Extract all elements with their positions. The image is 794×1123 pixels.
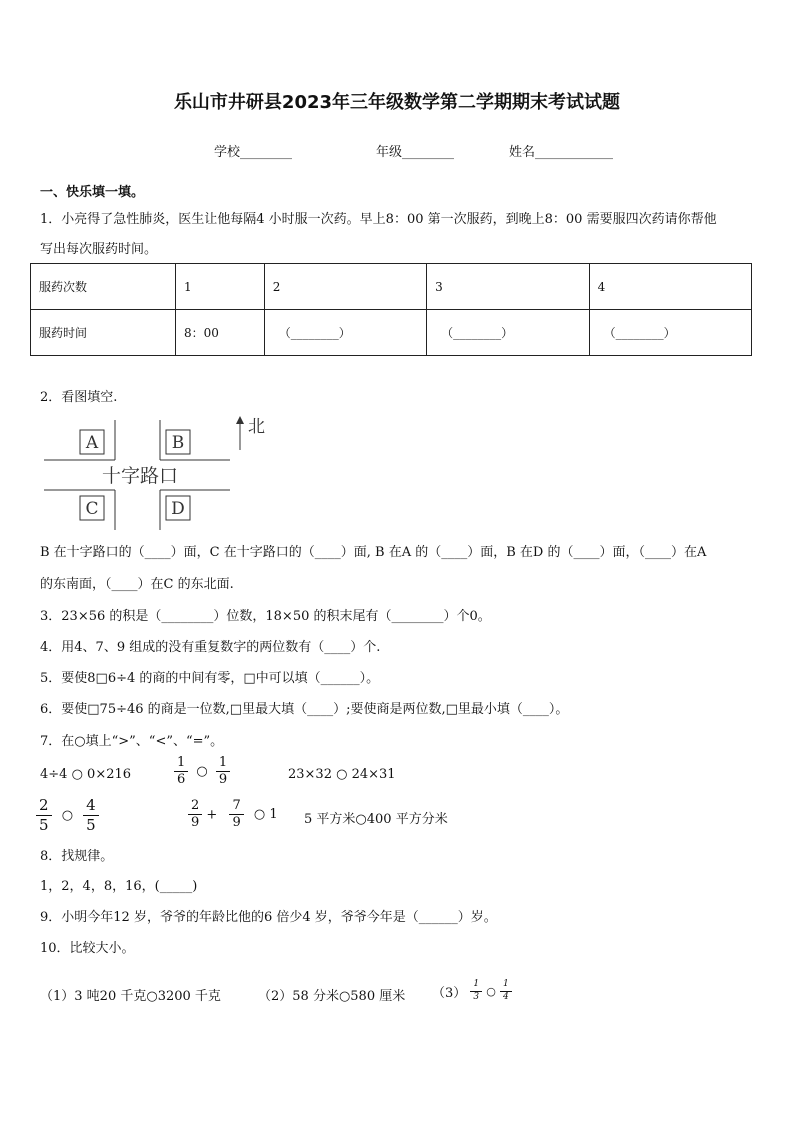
q3-text: 3．23×56 的积是（________）位数，18×50 的积末尾有（________）个0。 — [40, 609, 491, 624]
table-cell: 8：00 — [176, 310, 265, 356]
table-row — [31, 310, 752, 356]
north-arrowhead-icon — [236, 416, 244, 424]
q10-item-2: （2）58 分米○580 厘米 — [258, 989, 406, 1004]
fraction: $\frac{4}{5}$ — [83, 796, 99, 834]
q8-title: 8．找规律。 — [40, 849, 114, 864]
q1-text-line2: 写出每次服药时间。 — [40, 242, 158, 257]
q9-text: 9．小明今年12 岁，爷爷的年龄比他的6 倍少4 岁，爷爷今年是（______）岁。 — [40, 910, 497, 925]
dose-table — [30, 263, 752, 356]
table-cell: 服药次数 — [31, 264, 176, 310]
section-heading: 一、快乐填一填。 — [40, 185, 145, 200]
name-field[interactable]: 姓名____________ — [509, 145, 614, 160]
fraction: $\frac{2}{9}$ — [188, 798, 202, 832]
q4-text: 4．用4、7、9 组成的没有重复数字的两位数有（____）个. — [40, 640, 381, 655]
table-cell: 4 — [589, 264, 751, 310]
school-field[interactable]: 学校________ — [214, 145, 293, 160]
q5-text: 5．要使8□6÷4 的商的中间有零，□中可以填（______）。 — [40, 671, 380, 686]
q7-item-c: 23×32 ○ 24×31 — [288, 767, 396, 782]
q2-text-line2: 的东南面，（____）在C 的东北面. — [40, 577, 234, 592]
q7-item-d: $\frac{2}{5}$ ○ $\frac{4}{5}$ — [36, 796, 99, 834]
table-row — [31, 264, 752, 310]
block-d-label: D — [171, 499, 185, 519]
block-b-label: B — [171, 433, 185, 453]
page-title: 乐山市井研县2023年三年级数学第二学期期末考试试题 — [173, 92, 621, 113]
q7-item-e: $\frac{2}{9}$ + $\frac{7}{9}$ ○ 1 — [188, 798, 278, 832]
crossroad-diagram — [40, 412, 280, 532]
q7-item-b: $\frac{1}{6}$ ○ $\frac{1}{9}$ — [174, 755, 230, 789]
fraction: $\frac{2}{5}$ — [36, 796, 52, 834]
q10-title: 10．比较大小。 — [40, 941, 135, 956]
grade-field[interactable]: 年级________ — [376, 145, 455, 160]
block-c-label: C — [85, 499, 99, 519]
crossroad-label: 十字路口 — [101, 465, 179, 487]
north-label: 北 — [248, 417, 265, 437]
q7-item-f: 5 平方米○400 平方分米 — [304, 812, 448, 827]
table-cell: 3 — [427, 264, 589, 310]
q8-sequence: 1，2，4，8，16，(_____) — [40, 879, 198, 894]
answer-blank[interactable]: （________） — [427, 310, 589, 356]
fraction: $\frac{1}{6}$ — [174, 755, 188, 789]
fraction: $\frac{1}{4}$ — [500, 979, 512, 1004]
block-a-label: A — [85, 433, 99, 453]
q7-item-a: 4÷4 ○ 0×216 — [40, 767, 132, 782]
table-cell: 服药时间 — [31, 310, 176, 356]
q2-title: 2．看图填空. — [40, 390, 118, 405]
fraction: $\frac{7}{9}$ — [229, 798, 243, 832]
q6-text: 6．要使□75÷46 的商是一位数,□里最大填（____）;要使商是两位数,□里最小填（____）。 — [40, 702, 569, 717]
q1-text-line1: 1．小亮得了急性肺炎，医生让他每隔4 小时服一次药。早上8：00 第一次服药，到晚上8：00 需要服四次药请你帮他 — [40, 212, 717, 227]
answer-blank[interactable]: （________） — [589, 310, 751, 356]
fraction: $\frac{1}{3}$ — [470, 979, 482, 1004]
q2-text-line1: B 在十字路口的（____）面，C 在十字路口的（____）面, B 在A 的（____）面，B 在D 的（____）面，（____）在A — [40, 545, 707, 560]
fraction: $\frac{1}{9}$ — [216, 755, 230, 789]
q10-item-3: （3） $\frac{1}{3}$ ○ $\frac{1}{4}$ — [432, 979, 512, 1004]
q7-title: 7．在○填上“>”、“<”、“=”。 — [40, 734, 224, 749]
table-cell: 2 — [264, 264, 426, 310]
answer-blank[interactable]: （________） — [264, 310, 426, 356]
table-cell: 1 — [176, 264, 265, 310]
q10-item-1: （1）3 吨20 千克○3200 千克 — [40, 989, 221, 1004]
